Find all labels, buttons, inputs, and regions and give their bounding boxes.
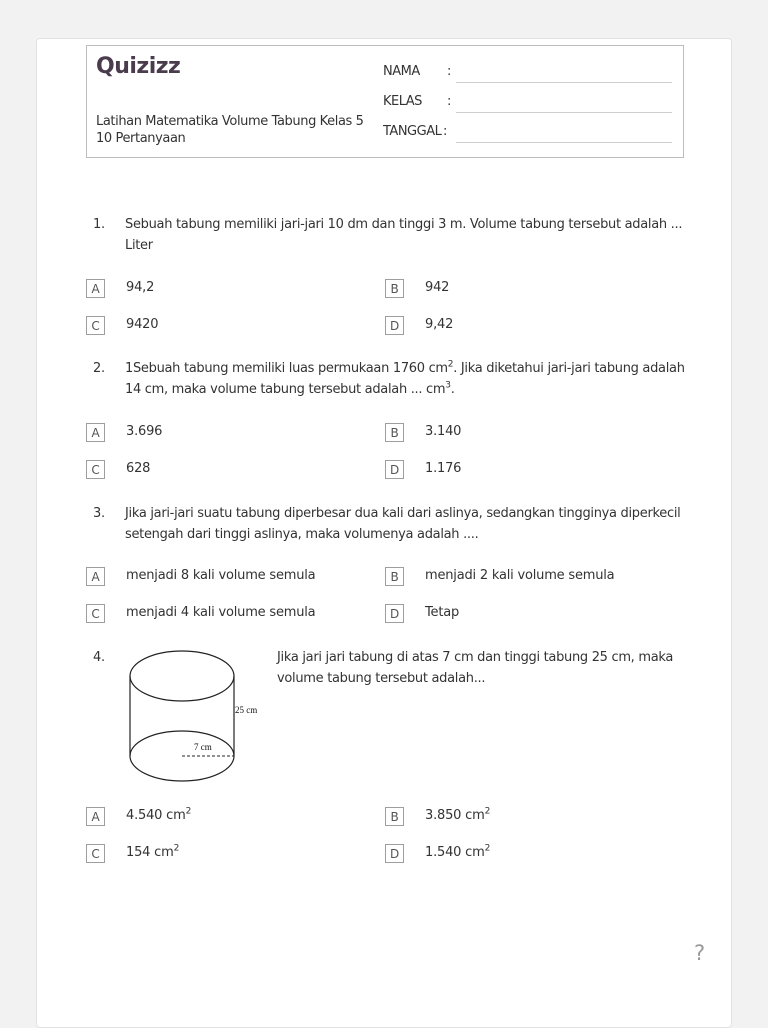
worksheet-header [86,45,684,158]
quiz-title: Latihan Matematika Volume Tabung Kelas 5 [96,114,364,129]
option-letter: A [86,423,105,442]
question-text-part: . Jika diketahui jari-jari tabung adalah 14 cm, maka volume tabung tersebut adalah ... cm [125,361,685,397]
option-letter: C [86,844,105,863]
option-value-text: 1.540 cm [425,845,485,860]
option-letter: D [385,460,404,479]
quizizz-logo: Quizizz [96,54,181,79]
option-letter: B [385,279,404,298]
height-label: 25 cm [235,705,258,715]
name-colon: : [447,64,452,79]
date-line[interactable] [456,142,672,143]
superscript: 2 [173,843,180,854]
option-value [126,845,179,860]
name-label: NAMA [383,64,420,79]
cylinder-diagram [120,644,270,794]
superscript: 2 [484,806,491,817]
option-letter: A [86,567,105,586]
superscript: 2 [484,843,491,854]
option-value: 94,2 [126,280,155,295]
question-text-part: . [450,382,455,397]
radius-label: 7 cm [194,742,212,752]
question-number: 4. [93,650,105,665]
name-line[interactable] [456,82,672,83]
class-colon: : [447,94,452,109]
option-value [425,808,490,823]
option-value: 3.696 [126,424,163,439]
option-value: Tetap [425,605,460,620]
superscript: 3 [445,380,451,391]
date-label: TANGGAL [383,124,442,139]
option-value: 9420 [126,317,159,332]
student-fields [383,60,683,150]
question-count: 10 Pertanyaan [96,131,186,146]
question-number: 1. [93,217,105,232]
question-text: Jika jari-jari suatu tabung diperbesar dua kali dari aslinya, sedangkan tingginya diperkecil setengah dari tinggi aslinya, maka volumenya adalah .... [125,506,681,542]
superscript: 2 [185,806,192,817]
option-letter: D [385,844,404,863]
option-letter: A [86,279,105,298]
option-value [126,808,191,823]
question-number: 3. [93,506,105,521]
option-value: 3.140 [425,424,462,439]
option-letter: D [385,604,404,623]
date-colon: : [443,124,448,139]
class-line[interactable] [456,112,672,113]
option-letter: A [86,807,105,826]
date-field[interactable] [383,120,683,150]
option-value-text: 4.540 cm [126,808,186,823]
option-letter: D [385,316,404,335]
option-letter: B [385,423,404,442]
option-value: menjadi 8 kali volume semula [126,568,316,583]
name-field[interactable] [383,60,683,90]
option-letter: B [385,807,404,826]
option-value: menjadi 2 kali volume semula [425,568,615,583]
option-letter: C [86,460,105,479]
option-value: 628 [126,461,151,476]
option-value [425,845,490,860]
question-text: Sebuah tabung memiliki jari-jari 10 dm dan tinggi 3 m. Volume tabung tersebut adalah ... Liter [125,217,683,253]
quiz-title-block [96,113,364,147]
option-value: 1.176 [425,461,462,476]
superscript: 2 [447,359,454,370]
question-text [125,358,685,400]
option-letter: C [86,604,105,623]
option-value-text: 3.850 cm [425,808,485,823]
option-letter: C [86,316,105,335]
question-number: 2. [93,361,105,376]
class-field[interactable] [383,90,683,120]
option-value: menjadi 4 kali volume semula [126,605,316,620]
option-value-text: 154 cm [126,845,174,860]
question-text-part: 1Sebuah tabung memiliki luas permukaan 1760 cm [125,361,448,376]
option-value: 9,42 [425,317,454,332]
option-value: 942 [425,280,450,295]
question-text: Jika jari jari tabung di atas 7 cm dan tinggi tabung 25 cm, maka volume tabung tersebut adalah... [277,650,674,686]
class-label: KELAS [383,94,422,109]
option-letter: B [385,567,404,586]
help-icon[interactable]: ? [694,941,706,965]
